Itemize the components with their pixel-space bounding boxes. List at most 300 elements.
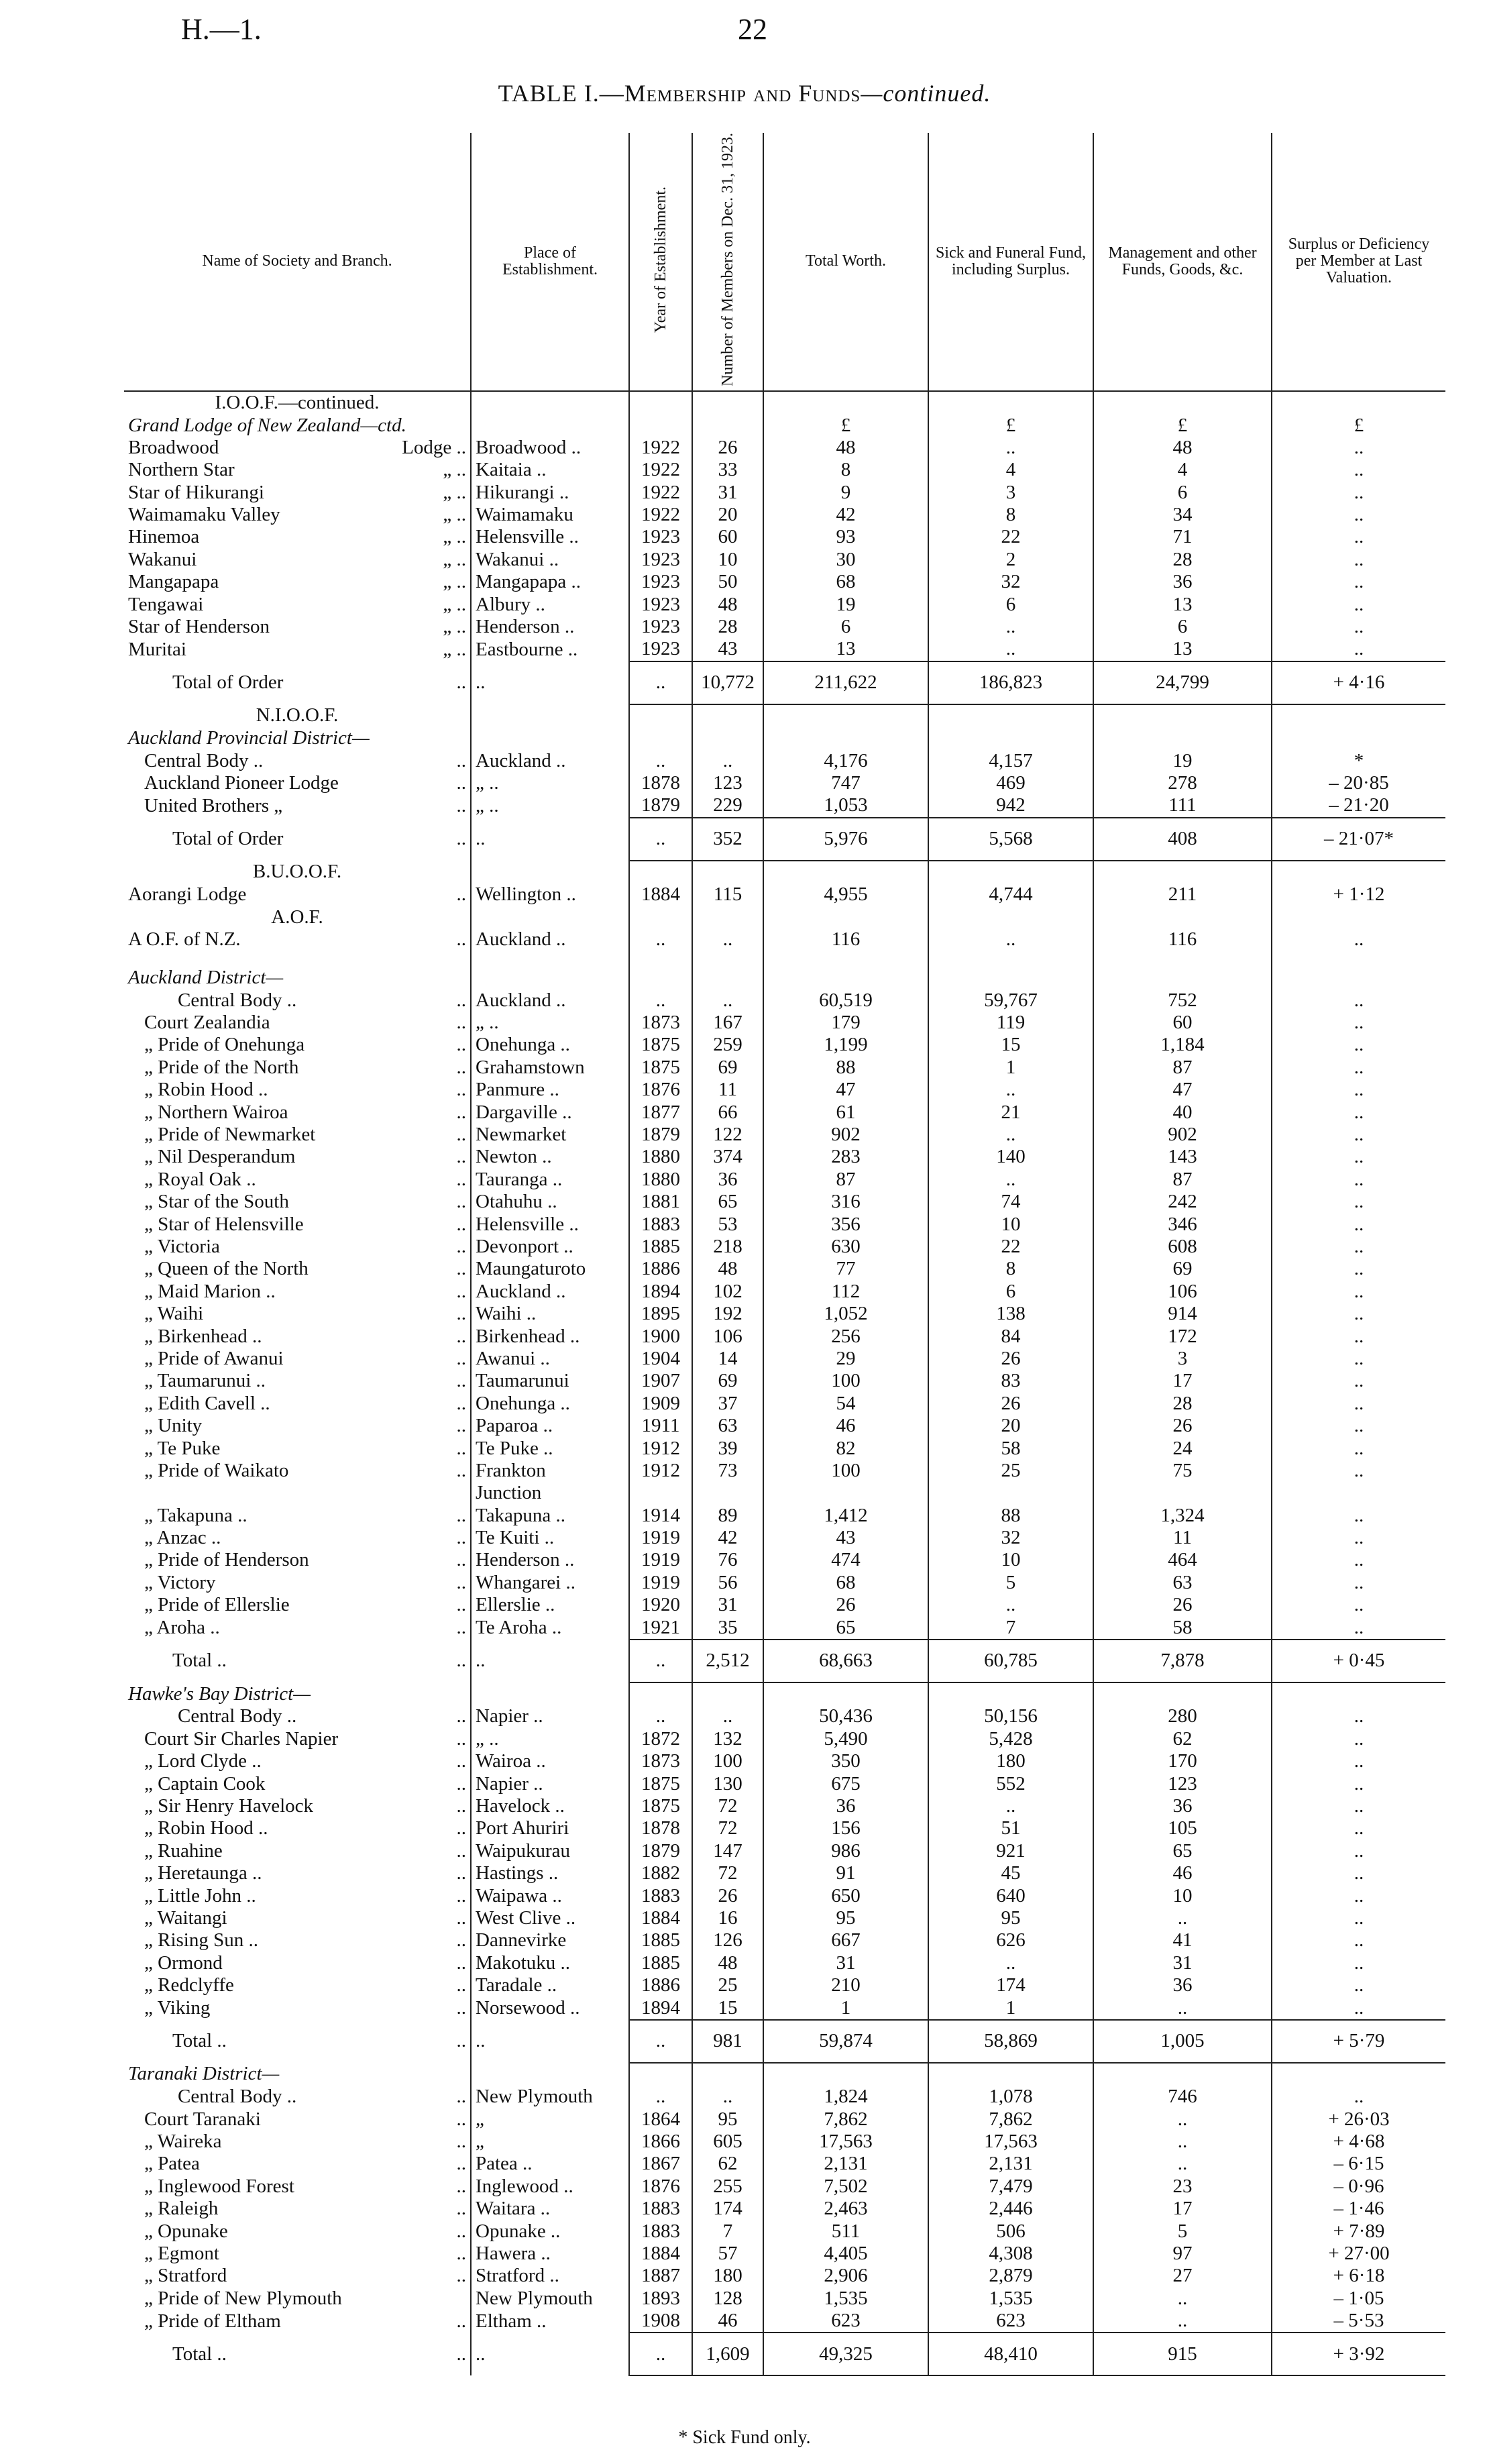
cell-sick: ..	[928, 1079, 1093, 1101]
cell-surplus: ..	[1272, 1281, 1445, 1303]
cell-place: Makotuku ..	[471, 1952, 629, 1974]
cell-members: 43	[692, 638, 763, 661]
cell-year: 1880	[629, 1146, 692, 1168]
branch-name-text: „ Pride of Awanui	[144, 1347, 284, 1369]
branch-name-text: „ Aroha ..	[144, 1617, 220, 1639]
branch-name	[124, 1034, 471, 1056]
cell-sick: 6	[928, 593, 1093, 615]
cell-place: ..	[471, 2333, 629, 2375]
cell-mgmt: 17	[1093, 1370, 1272, 1392]
cell-worth: 2,906	[763, 2265, 928, 2287]
cell-mgmt: 111	[1093, 794, 1272, 817]
cell-members: 35	[692, 1616, 763, 1639]
name-suffix: ..	[456, 1191, 466, 1213]
cell-surplus: + 6·18	[1272, 2265, 1445, 2287]
cell-mgmt: £	[1093, 414, 1272, 436]
cell-surplus: ..	[1272, 1213, 1445, 1235]
table-row	[124, 2153, 1445, 2175]
branch-name	[124, 2153, 471, 2175]
table-row	[124, 2220, 1445, 2242]
cell-worth: 2,463	[763, 2198, 928, 2220]
cell-place: Albury ..	[471, 593, 629, 615]
cell-worth: 210	[763, 1974, 928, 1996]
cell-sick	[928, 2063, 1093, 2086]
cell-surplus: *	[1272, 749, 1445, 771]
cell-members: 981	[692, 2020, 763, 2063]
table-row	[124, 1974, 1445, 1996]
cell-mgmt: 408	[1093, 818, 1272, 861]
cell-sick	[928, 727, 1093, 749]
table-row	[124, 1884, 1445, 1907]
cell-surplus: ..	[1272, 1616, 1445, 1639]
branch-name	[124, 1616, 471, 1639]
cell-place: Waipukurau	[471, 1840, 629, 1862]
cell-worth: 650	[763, 1884, 928, 1907]
branch-name	[124, 616, 471, 638]
cell-place: Te Kuiti ..	[471, 1527, 629, 1549]
cell-worth: 747	[763, 772, 928, 794]
cell-worth: 30	[763, 549, 928, 571]
table-row	[124, 459, 1445, 481]
cell-year: 1922	[629, 437, 692, 459]
cell-year: 1873	[629, 1012, 692, 1034]
cell-place: Te Aroha ..	[471, 1616, 629, 1639]
branch-name	[124, 2198, 471, 2220]
cell-mgmt: ..	[1093, 2310, 1272, 2333]
cell-mgmt: 58	[1093, 1616, 1272, 1639]
cell-mgmt: 170	[1093, 1750, 1272, 1772]
cell-year	[629, 2063, 692, 2086]
cell-year: ..	[629, 2086, 692, 2108]
cell-members: 180	[692, 2265, 763, 2287]
branch-name	[124, 2333, 471, 2375]
name-suffix: ..	[456, 2153, 466, 2175]
cell-surplus: – 6·15	[1272, 2153, 1445, 2175]
cell-sick: 506	[928, 2220, 1093, 2242]
branch-name	[124, 727, 471, 749]
name-suffix: ..	[456, 1168, 466, 1190]
name-suffix: ..	[456, 1347, 466, 1369]
cell-year: ..	[629, 1640, 692, 1682]
cell-sick: 1	[928, 1057, 1093, 1079]
branch-name	[124, 794, 471, 817]
name-suffix: ..	[456, 1549, 466, 1571]
name-suffix: ..	[456, 1527, 466, 1549]
cell-place: Whangarei ..	[471, 1572, 629, 1594]
cell-worth: 13	[763, 638, 928, 661]
cell-members: 46	[692, 2310, 763, 2333]
cell-year: 1875	[629, 1795, 692, 1817]
total-row	[124, 2020, 1445, 2063]
cell-sick: 1	[928, 1996, 1093, 2019]
cell-year: 1919	[629, 1527, 692, 1549]
cell-place: Newmarket	[471, 1124, 629, 1146]
cell-worth: 42	[763, 504, 928, 526]
cell-sick: 5,568	[928, 818, 1093, 861]
cell-worth: 7,862	[763, 2108, 928, 2130]
table-row	[124, 1862, 1445, 1884]
cell-year: 1919	[629, 1572, 692, 1594]
cell-year: 1907	[629, 1370, 692, 1392]
cell-worth: 82	[763, 1437, 928, 1459]
name-suffix: ..	[456, 1459, 466, 1481]
cell-sick: 174	[928, 1974, 1093, 1996]
cell-members: 174	[692, 2198, 763, 2220]
cell-surplus: + 7·89	[1272, 2220, 1445, 2242]
cell-worth	[763, 1482, 928, 1504]
cell-surplus: ..	[1272, 593, 1445, 615]
branch-name-text: Court Taranaki	[144, 2108, 261, 2130]
section-heading: B.U.O.O.F.	[252, 861, 342, 883]
branch-name	[124, 1057, 471, 1079]
cell-members: 48	[692, 1258, 763, 1280]
cell-year: 1881	[629, 1191, 692, 1213]
cell-year: 1893	[629, 2288, 692, 2310]
cell-sick: 22	[928, 1236, 1093, 1258]
cell-sick: 5,428	[928, 1728, 1093, 1750]
cell-year: ..	[629, 989, 692, 1012]
cell-year: 1879	[629, 1124, 692, 1146]
cell-sick: 59,767	[928, 989, 1093, 1012]
empty-cell	[1093, 906, 1272, 928]
cell-surplus: ..	[1272, 1817, 1445, 1839]
cell-worth: £	[763, 414, 928, 436]
cell-mgmt: 105	[1093, 1817, 1272, 1839]
branch-name	[124, 967, 471, 989]
cell-surplus: ..	[1272, 1795, 1445, 1817]
col-year: Year of Establishment.	[629, 133, 692, 391]
branch-name-text: Muritai	[128, 638, 186, 660]
cell-place: Helensville ..	[471, 1213, 629, 1235]
cell-members: 605	[692, 2131, 763, 2153]
table-row	[124, 1795, 1445, 1817]
cell-surplus: ..	[1272, 1996, 1445, 2019]
name-suffix: ..	[456, 1951, 466, 1974]
cell-year	[629, 967, 692, 989]
cell-worth: 100	[763, 1370, 928, 1392]
empty-cell	[629, 391, 692, 414]
cell-worth: 6	[763, 616, 928, 638]
branch-name	[124, 571, 471, 593]
cell-year: 1885	[629, 1236, 692, 1258]
cell-place: Tauranga ..	[471, 1169, 629, 1191]
branch-name-text: „ Waihi	[144, 1303, 204, 1325]
cell-surplus: ..	[1272, 1952, 1445, 1974]
cell-sick: 7,479	[928, 2176, 1093, 2198]
cell-members: 73	[692, 1460, 763, 1482]
branch-name	[124, 1415, 471, 1437]
cell-place: Awanui ..	[471, 1348, 629, 1370]
cell-mgmt	[1093, 2063, 1272, 2086]
branch-name-text: „ Pride of Newmarket	[144, 1124, 316, 1146]
name-suffix: ..	[456, 1594, 466, 1616]
branch-name-text: Wakanui	[128, 548, 197, 570]
cell-worth: 31	[763, 1952, 928, 1974]
col-members: Number of Members on Dec. 31, 1923.	[692, 133, 763, 391]
table-row	[124, 1750, 1445, 1772]
cell-surplus	[1272, 1682, 1445, 1705]
branch-name-text: Total of Order	[172, 672, 284, 694]
cell-mgmt: 23	[1093, 2176, 1272, 2198]
cell-members: 63	[692, 1415, 763, 1437]
name-suffix: ..	[456, 1303, 466, 1325]
table-row	[124, 1325, 1445, 1347]
cell-members: 66	[692, 1101, 763, 1123]
branch-name-text: „ Maid Marion ..	[144, 1280, 276, 1302]
cell-members: 15	[692, 1996, 763, 2019]
name-suffix: ..	[456, 1056, 466, 1078]
name-suffix: ..	[456, 1392, 466, 1414]
cell-place: Taradale ..	[471, 1974, 629, 1996]
table-row	[124, 481, 1445, 503]
cell-year: 1875	[629, 1057, 692, 1079]
cell-members: ..	[692, 989, 763, 1012]
cell-place: Hikurangi ..	[471, 481, 629, 503]
table-row	[124, 1191, 1445, 1213]
cell-mgmt: 143	[1093, 1146, 1272, 1168]
name-suffix: ..	[456, 1750, 466, 1772]
cell-year: 1919	[629, 1549, 692, 1571]
name-suffix: ..	[456, 1437, 466, 1459]
cell-place: Havelock ..	[471, 1795, 629, 1817]
section-heading: I.O.O.F.—continued.	[215, 392, 380, 414]
cell-mgmt: 17	[1093, 2198, 1272, 2220]
table-row	[124, 1303, 1445, 1325]
branch-name	[124, 989, 471, 1012]
cell-place: Waimamaku	[471, 504, 629, 526]
cell-sick: 2,879	[928, 2265, 1093, 2287]
cell-surplus: ..	[1272, 1325, 1445, 1347]
cell-sick: ..	[928, 1795, 1093, 1817]
cell-sick: 21	[928, 1101, 1093, 1123]
spacer-row	[124, 951, 1445, 967]
cell-year: 1884	[629, 2243, 692, 2265]
section-heading: A.O.F.	[271, 906, 323, 928]
col-total-worth: Total Worth.	[763, 133, 928, 391]
branch-name	[124, 1482, 471, 1504]
cell-place: Stratford ..	[471, 2265, 629, 2287]
cell-surplus: ..	[1272, 1101, 1445, 1123]
cell-mgmt: 87	[1093, 1169, 1272, 1191]
cell-surplus: + 27·00	[1272, 2243, 1445, 2265]
section-heading-row	[124, 391, 1445, 414]
cell-sick: 921	[928, 1840, 1093, 1862]
cell-year: 1894	[629, 1281, 692, 1303]
name-suffix: ..	[456, 1146, 466, 1168]
cell-surplus: ..	[1272, 1393, 1445, 1415]
cell-sick: 640	[928, 1884, 1093, 1907]
name-suffix: ..	[456, 828, 466, 850]
cell-members: 31	[692, 1594, 763, 1616]
table-row	[124, 772, 1445, 794]
cell-members	[692, 414, 763, 436]
cell-place: Devonport ..	[471, 1236, 629, 1258]
cell-place: Henderson ..	[471, 616, 629, 638]
cell-mgmt: 10	[1093, 1884, 1272, 1907]
cell-worth: 47	[763, 1079, 928, 1101]
cell-surplus: ..	[1272, 1750, 1445, 1772]
cell-members: 10,772	[692, 661, 763, 704]
cell-sick: 22	[928, 526, 1093, 548]
cell-year: 1873	[629, 1750, 692, 1772]
cell-worth: 5,976	[763, 818, 928, 861]
cell-members: 56	[692, 1572, 763, 1594]
name-suffix: ..	[456, 1795, 466, 1817]
table-row	[124, 1594, 1445, 1616]
cell-place: Patea ..	[471, 2153, 629, 2175]
cell-place: „ ..	[471, 772, 629, 794]
table-header-row	[124, 133, 1445, 391]
branch-name	[124, 1682, 471, 1705]
branch-name-text: „ Pride of the North	[144, 1056, 299, 1078]
cell-sick: 2	[928, 549, 1093, 571]
cell-members: 106	[692, 1325, 763, 1347]
branch-name	[124, 2220, 471, 2242]
cell-year: 1876	[629, 1079, 692, 1101]
cell-place: Grahamstown	[471, 1057, 629, 1079]
name-suffix: ..	[456, 749, 466, 771]
empty-cell	[928, 906, 1093, 928]
cell-year: 1894	[629, 1996, 692, 2019]
branch-name-text: „ Birkenhead ..	[144, 1325, 262, 1347]
branch-name-text: „ Te Puke	[144, 1437, 221, 1459]
name-suffix: ..	[456, 1213, 466, 1235]
branch-name	[124, 638, 471, 661]
cell-worth: 1,535	[763, 2288, 928, 2310]
branch-name-text: „ Robin Hood ..	[144, 1817, 268, 1839]
cell-place	[471, 727, 629, 749]
name-suffix: ..	[456, 1415, 466, 1437]
cell-sick: 15	[928, 1034, 1093, 1056]
cell-surplus: ..	[1272, 526, 1445, 548]
cell-year: ..	[629, 2020, 692, 2063]
cell-sick: 60,785	[928, 1640, 1093, 1682]
cell-year	[629, 1482, 692, 1504]
table-row	[124, 2108, 1445, 2130]
branch-name-text: Northern Star	[128, 459, 235, 481]
cell-members: 57	[692, 2243, 763, 2265]
cell-mgmt: 5	[1093, 2220, 1272, 2242]
cell-members: 76	[692, 1549, 763, 1571]
cell-mgmt: 47	[1093, 1079, 1272, 1101]
cell-surplus: ..	[1272, 1169, 1445, 1191]
cell-members: 11	[692, 1079, 763, 1101]
branch-name	[124, 437, 471, 459]
table-row	[124, 1393, 1445, 1415]
empty-cell	[629, 704, 692, 727]
branch-name	[124, 549, 471, 571]
cell-sick: 942	[928, 794, 1093, 817]
cell-surplus: ..	[1272, 549, 1445, 571]
cell-sick: 7	[928, 1616, 1093, 1639]
cell-worth: 1,199	[763, 1034, 928, 1056]
branch-name	[124, 749, 471, 771]
cell-surplus: ..	[1272, 571, 1445, 593]
branch-name	[124, 1146, 471, 1168]
cell-sick: 4,744	[928, 883, 1093, 906]
cell-surplus: ..	[1272, 928, 1445, 951]
empty-cell	[629, 906, 692, 928]
cell-worth: 316	[763, 1191, 928, 1213]
table-row	[124, 2243, 1445, 2265]
name-suffix: ..	[456, 2243, 466, 2265]
cell-surplus: + 4·16	[1272, 661, 1445, 704]
table-row	[124, 571, 1445, 593]
cell-members: 60	[692, 526, 763, 548]
col-management: Management and other Funds, Goods, &c.	[1093, 133, 1272, 391]
branch-name	[124, 818, 471, 861]
cell-sick: 186,823	[928, 661, 1093, 704]
cell-place: Ellerslie ..	[471, 1594, 629, 1616]
name-suffix: ..	[456, 1817, 466, 1839]
branch-name	[124, 414, 471, 436]
cell-members: 39	[692, 1437, 763, 1459]
table-title: TABLE I.—Membership and Funds—continued.	[498, 80, 991, 107]
cell-year: 1904	[629, 1348, 692, 1370]
spacer-cell	[763, 951, 928, 967]
cell-year: 1912	[629, 1437, 692, 1459]
table-row	[124, 928, 1445, 951]
cell-sick: 17,563	[928, 2131, 1093, 2153]
cell-worth	[763, 2063, 928, 2086]
cell-members: 37	[692, 1393, 763, 1415]
name-suffix: „ ..	[443, 481, 466, 503]
name-suffix: ..	[456, 1884, 466, 1907]
branch-name-text: Tengawai	[128, 593, 204, 615]
cell-sick: 119	[928, 1012, 1093, 1034]
cell-mgmt: 46	[1093, 1862, 1272, 1884]
branch-name	[124, 2131, 471, 2153]
cell-place: Dannevirke	[471, 1929, 629, 1951]
branch-name-text: „ Robin Hood ..	[144, 1079, 268, 1101]
cell-mgmt: 278	[1093, 772, 1272, 794]
table-row	[124, 1281, 1445, 1303]
name-suffix: ..	[456, 2343, 466, 2365]
cell-sick: 4,157	[928, 749, 1093, 771]
cell-members: 128	[692, 2288, 763, 2310]
cell-mgmt: 24,799	[1093, 661, 1272, 704]
cell-worth: 61	[763, 1101, 928, 1123]
cell-members: 132	[692, 1728, 763, 1750]
cell-place: Dargaville ..	[471, 1101, 629, 1123]
cell-members: 352	[692, 818, 763, 861]
cell-surplus: ..	[1272, 1505, 1445, 1527]
cell-surplus: ..	[1272, 437, 1445, 459]
spacer-cell	[928, 951, 1093, 967]
cell-surplus: ..	[1272, 1057, 1445, 1079]
name-suffix: ..	[456, 1012, 466, 1034]
cell-mgmt: ..	[1093, 2131, 1272, 2153]
empty-cell	[763, 704, 928, 727]
cell-mgmt: 746	[1093, 2086, 1272, 2108]
table-row	[124, 1505, 1445, 1527]
cell-year	[629, 1682, 692, 1705]
cell-year: 1922	[629, 459, 692, 481]
cell-surplus: ..	[1272, 1527, 1445, 1549]
cell-year: 1866	[629, 2131, 692, 2153]
branch-name-text: Star of Henderson	[128, 616, 270, 638]
table-row	[124, 437, 1445, 459]
cell-worth: 48	[763, 437, 928, 459]
branch-name	[124, 2243, 471, 2265]
table-row	[124, 504, 1445, 526]
cell-mgmt: 13	[1093, 638, 1272, 661]
cell-mgmt: 87	[1093, 1057, 1272, 1079]
cell-year: 1921	[629, 1616, 692, 1639]
cell-sick: 4	[928, 459, 1093, 481]
branch-name	[124, 1393, 471, 1415]
cell-year: 1923	[629, 526, 692, 548]
